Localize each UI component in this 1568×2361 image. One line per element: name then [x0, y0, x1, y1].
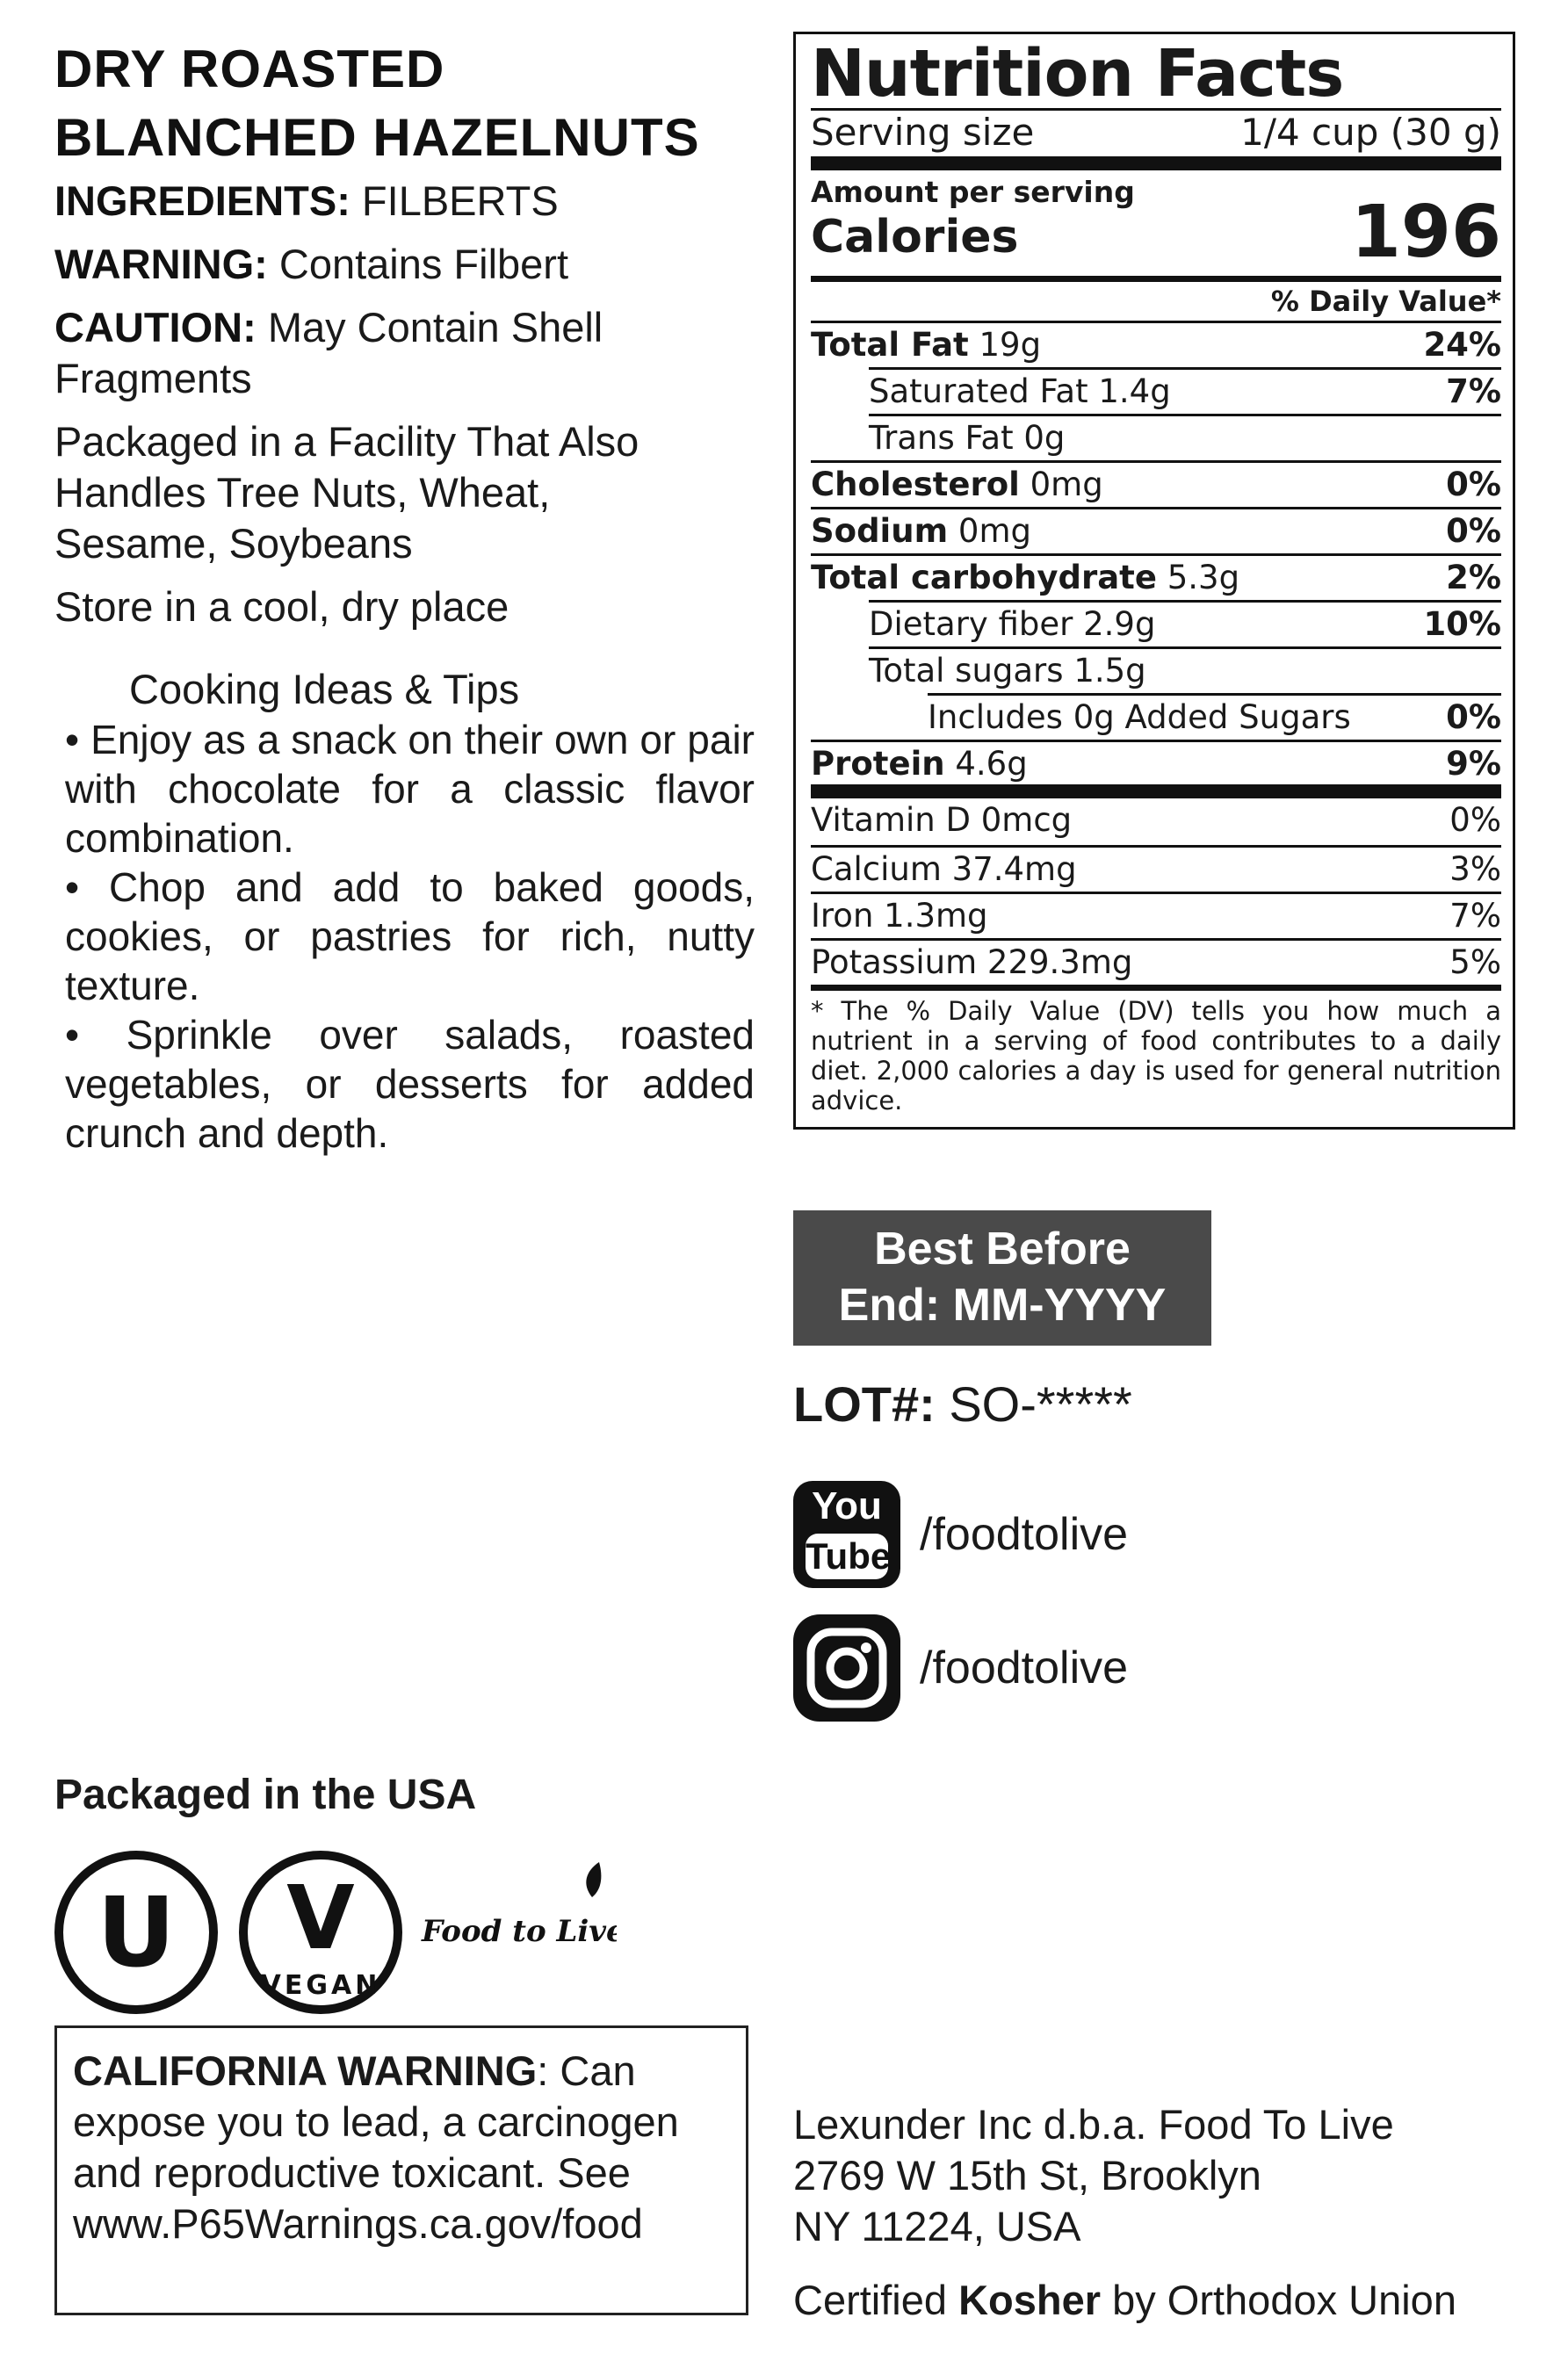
tip-item: • Chop and add to baked goods, cookies, or pastries for rich, nutty texture. — [65, 864, 755, 1008]
youtube-handle: /foodtolive — [920, 1509, 1129, 1560]
vitamin-dv: 0% — [1449, 801, 1501, 839]
calories-value: 196 — [1350, 191, 1501, 274]
warning-label: WARNING: — [54, 241, 268, 287]
warning-value: Contains Filbert — [278, 241, 569, 287]
nutrient-amount: 0mg — [957, 512, 1031, 550]
nutrient-dv: 0% — [1446, 466, 1501, 503]
tips-heading: Cooking Ideas & Tips — [129, 666, 520, 712]
warning-line — [54, 239, 757, 290]
nutrient-name: Sodium — [811, 512, 949, 550]
nutrient-dv: 2% — [1446, 559, 1501, 596]
instagram-icon — [793, 1614, 900, 1722]
nutrient-row-protein — [811, 740, 1501, 786]
vitamin-name: Potassium 229.3mg — [811, 943, 1133, 981]
california-warning-text: : Can expose you to lead, a carcinogen and reproductive toxicant. See www.P65Warnings.ca.gov/food — [73, 2047, 679, 2247]
tip-item: • Enjoy as a snack on their own or pair with chocolate for a classic flavor combination. — [65, 717, 755, 861]
california-warning-box — [54, 2025, 748, 2315]
address-line-3: NY 11224, USA — [793, 2203, 1081, 2249]
nutrient-name: Saturated Fat — [869, 372, 1088, 410]
nutrition-facts-panel — [793, 32, 1515, 1130]
nutrient-row-total-fat — [811, 321, 1501, 367]
lot-value: SO-***** — [949, 1376, 1132, 1432]
nutrient-amount: 4.6g — [955, 745, 1028, 783]
instagram-link[interactable] — [793, 1614, 1128, 1722]
nutrient-dv: 10% — [1423, 605, 1501, 643]
divider-medium — [811, 276, 1501, 282]
vitamin-row — [811, 892, 1501, 938]
nutrient-dv: 7% — [1446, 372, 1501, 410]
vitamin-dv: 3% — [1449, 850, 1501, 888]
lot-label: LOT#: — [793, 1376, 936, 1432]
nutrient-amount: 1.4g — [1098, 372, 1171, 410]
nutrient-amount: 2.9g — [1083, 605, 1156, 643]
vitamin-dv: 5% — [1449, 943, 1501, 981]
nutrient-row-saturated-fat — [869, 367, 1501, 414]
address-line-1: Lexunder Inc d.b.a. Food To Live — [793, 2101, 1394, 2148]
certification-logos — [54, 1845, 617, 2020]
divider-thick — [811, 784, 1501, 798]
nutrient-row-sodium — [811, 507, 1501, 553]
nutrient-dv: 24% — [1423, 326, 1501, 364]
nutrient-row-added-sugars — [928, 693, 1501, 740]
daily-value-footnote: * The % Daily Value (DV) tells you how much a nutrient in a serving of food contributes to a daily diet. 2,000 calories a day is used for general nutrition advice. — [811, 996, 1501, 1116]
youtube-icon-you: You — [812, 1484, 882, 1527]
nutrient-dv: 0% — [1446, 512, 1501, 550]
nutrient-amount: 1.5g — [1073, 652, 1146, 690]
best-before-box — [793, 1210, 1211, 1346]
nutrient-dv: 0% — [1446, 698, 1501, 736]
leaf-icon — [586, 1862, 601, 1897]
lot-number — [793, 1375, 1132, 1433]
company-address — [793, 2099, 1394, 2252]
nutrient-amount: 5.3g — [1167, 559, 1240, 596]
caution-label: CAUTION: — [54, 304, 257, 350]
calories-label: Calories — [811, 211, 1019, 264]
daily-value-header: % Daily Value* — [1270, 285, 1501, 318]
facility-statement: Packaged in a Facility That Also Handles Tree Nuts, Wheat, Sesame, Soybeans — [54, 418, 639, 567]
nutrient-name: Total Fat — [811, 326, 969, 364]
nutrient-row-total-sugars — [869, 646, 1501, 693]
vitamin-dv: 7% — [1449, 897, 1501, 935]
kosher-certification — [793, 2275, 1456, 2326]
storage-instruction: Store in a cool, dry place — [54, 583, 509, 630]
kosher-bold: Kosher — [958, 2277, 1102, 2323]
product-title — [54, 35, 757, 172]
brand-script: Food to Live — [422, 1914, 617, 1949]
nutrient-row-trans-fat — [869, 414, 1501, 460]
youtube-link[interactable] — [793, 1481, 1128, 1588]
nutrient-name: Cholesterol — [811, 466, 1020, 503]
instagram-handle: /foodtolive — [920, 1643, 1129, 1693]
certification-logos-svg — [54, 1845, 617, 2020]
nutrient-name: Total carbohydrate — [811, 559, 1157, 596]
nutrient-row-total-carbohydrate — [811, 553, 1501, 600]
nutrient-name: Trans Fat — [869, 419, 1014, 457]
nutrient-name: Includes 0g Added Sugars — [928, 698, 1351, 736]
youtube-icon — [793, 1481, 900, 1588]
caution-value: May Contain Shell Fragments — [54, 304, 603, 401]
best-before-line-1: Best Before — [874, 1224, 1131, 1274]
kosher-post: by Orthodox Union — [1101, 2277, 1456, 2323]
product-info-column — [54, 35, 757, 1158]
nutrient-name: Dietary fiber — [869, 605, 1073, 643]
ingredients-label: INGREDIENTS: — [54, 177, 350, 224]
kosher-letter: U — [97, 1876, 176, 1989]
vitamin-row — [811, 845, 1501, 892]
vegan-word: VEGAN — [260, 1970, 381, 2001]
vitamin-name: Vitamin D 0mcg — [811, 801, 1073, 839]
ingredients-value: FILBERTS — [361, 177, 559, 224]
nutrient-amount: 19g — [979, 326, 1042, 364]
divider-thick — [811, 156, 1501, 170]
youtube-icon-tube: Tube — [806, 1534, 888, 1579]
vitamin-name: Iron 1.3mg — [811, 897, 988, 935]
address-line-2: 2769 W 15th St, Brooklyn — [793, 2152, 1261, 2199]
vegan-logo — [243, 1855, 398, 2010]
vitamin-row — [811, 798, 1501, 845]
best-before-line-2: End: MM-YYYY — [838, 1280, 1167, 1331]
ou-kosher-logo — [59, 1855, 213, 2010]
ingredients-line — [54, 176, 757, 227]
vitamin-row — [811, 938, 1501, 985]
nutrient-dv: 9% — [1446, 745, 1501, 783]
title-line-1: DRY ROASTED — [54, 40, 445, 98]
vitamin-name: Calcium 37.4mg — [811, 850, 1077, 888]
caution-line — [54, 302, 757, 404]
amount-per-serving: Amount per serving — [811, 175, 1135, 209]
title-line-2: BLANCHED HAZELNUTS — [54, 108, 700, 167]
nutrient-row-dietary-fiber — [869, 600, 1501, 646]
nutrient-amount: 0mg — [1030, 466, 1103, 503]
nutrient-name: Total sugars — [869, 652, 1064, 690]
nutrient-row-cholesterol — [811, 460, 1501, 507]
kosher-pre: Certified — [793, 2277, 959, 2323]
serving-size-row — [811, 111, 1501, 155]
serving-size-value: 1/4 cup (30 g) — [1240, 111, 1501, 154]
divider-medium — [811, 985, 1501, 991]
serving-size-label: Serving size — [811, 111, 1035, 154]
nutrition-title: Nutrition Facts — [811, 36, 1344, 112]
food-to-live-logo — [421, 1862, 617, 1949]
california-warning-label: CALIFORNIA WARNING — [73, 2047, 538, 2094]
nutrient-name: Protein — [811, 745, 945, 783]
tip-item: • Sprinkle over salads, roasted vegetables, or desserts for added crunch and depth. — [65, 1012, 755, 1156]
vegan-letter: V — [286, 1866, 355, 1969]
nutrient-amount: 0g — [1023, 419, 1066, 457]
packaged-in-usa: Packaged in the USA — [54, 1772, 477, 1818]
